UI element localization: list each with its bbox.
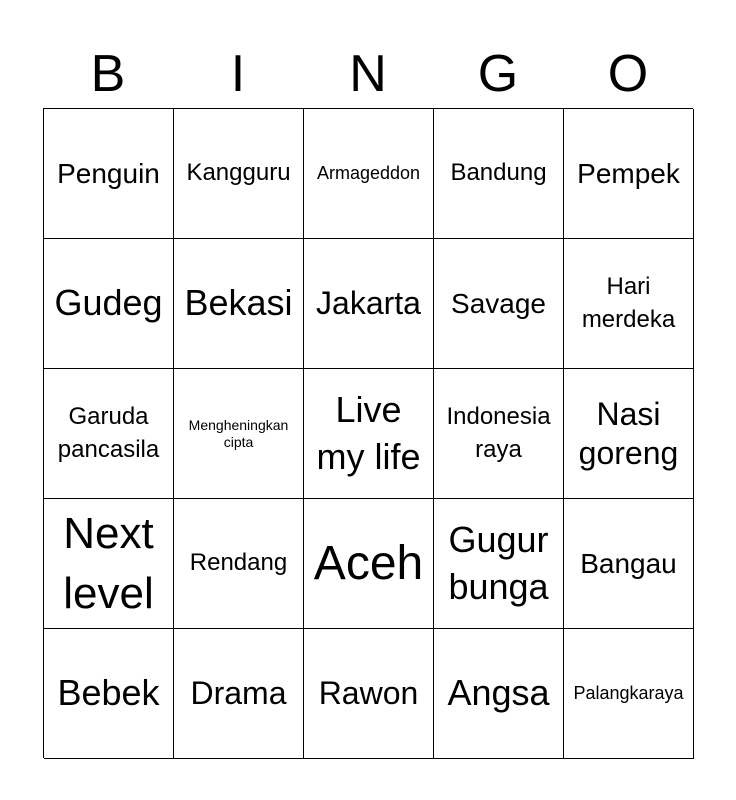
bingo-cell[interactable] — [174, 109, 304, 239]
bingo-cell[interactable] — [434, 369, 564, 499]
bingo-cell[interactable] — [564, 629, 694, 759]
cell-label: Penguin — [57, 157, 160, 189]
cell-label: Pempek — [577, 157, 680, 189]
header-letter-o: O — [607, 45, 649, 103]
cell-label: Bangau — [580, 547, 677, 579]
bingo-cell[interactable] — [174, 239, 304, 369]
cell-label: Gudeg — [54, 282, 163, 324]
cell-label: Gugur bunga — [448, 518, 549, 607]
bingo-cell[interactable] — [434, 239, 564, 369]
header-letter-g: G — [477, 45, 519, 103]
header-letter-i: I — [230, 45, 246, 103]
bingo-cell[interactable] — [304, 109, 434, 239]
bingo-cell[interactable] — [44, 629, 174, 759]
bingo-cell[interactable] — [564, 499, 694, 629]
cell-label: Garuda pancasila — [57, 403, 160, 463]
cell-label: Indonesia raya — [446, 403, 551, 463]
bingo-cell[interactable] — [564, 109, 694, 239]
bingo-cell[interactable] — [304, 369, 434, 499]
cell-label: Drama — [190, 675, 287, 712]
bingo-cell[interactable] — [434, 109, 564, 239]
cell-label: Aceh — [313, 536, 424, 590]
bingo-cell[interactable] — [174, 369, 304, 499]
cell-label: Savage — [451, 287, 546, 319]
bingo-grid — [43, 108, 693, 758]
cell-label: Bandung — [450, 159, 547, 187]
header-letter-b: B — [90, 45, 126, 103]
cell-label: Kangguru — [186, 159, 291, 187]
bingo-cell[interactable] — [434, 629, 564, 759]
cell-label: Bekasi — [184, 282, 293, 324]
bingo-cell[interactable] — [434, 499, 564, 629]
cell-label: Live my life — [316, 388, 421, 477]
cell-label: Nasi goreng — [578, 396, 679, 471]
bingo-cell[interactable] — [564, 239, 694, 369]
bingo-cell[interactable] — [304, 629, 434, 759]
bingo-cell[interactable] — [44, 239, 174, 369]
header-letter-n: N — [349, 45, 387, 103]
cell-label: Hari merdeka — [581, 273, 676, 333]
cell-label: Next level — [63, 509, 154, 618]
cell-label: Mengheningkan cipta — [188, 416, 289, 450]
cell-label: Bebek — [57, 672, 160, 714]
bingo-cell[interactable] — [564, 369, 694, 499]
cell-label: Palangkaraya — [573, 682, 684, 703]
bingo-cell[interactable] — [44, 369, 174, 499]
cell-label: Angsa — [447, 672, 550, 714]
cell-label: Jakarta — [316, 285, 421, 322]
cell-label: Rendang — [189, 549, 288, 577]
bingo-cell[interactable] — [44, 109, 174, 239]
cell-label: Armageddon — [316, 162, 421, 183]
bingo-cell[interactable] — [304, 239, 434, 369]
bingo-cell[interactable] — [174, 629, 304, 759]
bingo-cell[interactable] — [44, 499, 174, 629]
bingo-header — [43, 40, 693, 108]
bingo-cell[interactable] — [174, 499, 304, 629]
bingo-cell[interactable] — [304, 499, 434, 629]
cell-label: Rawon — [318, 675, 419, 712]
